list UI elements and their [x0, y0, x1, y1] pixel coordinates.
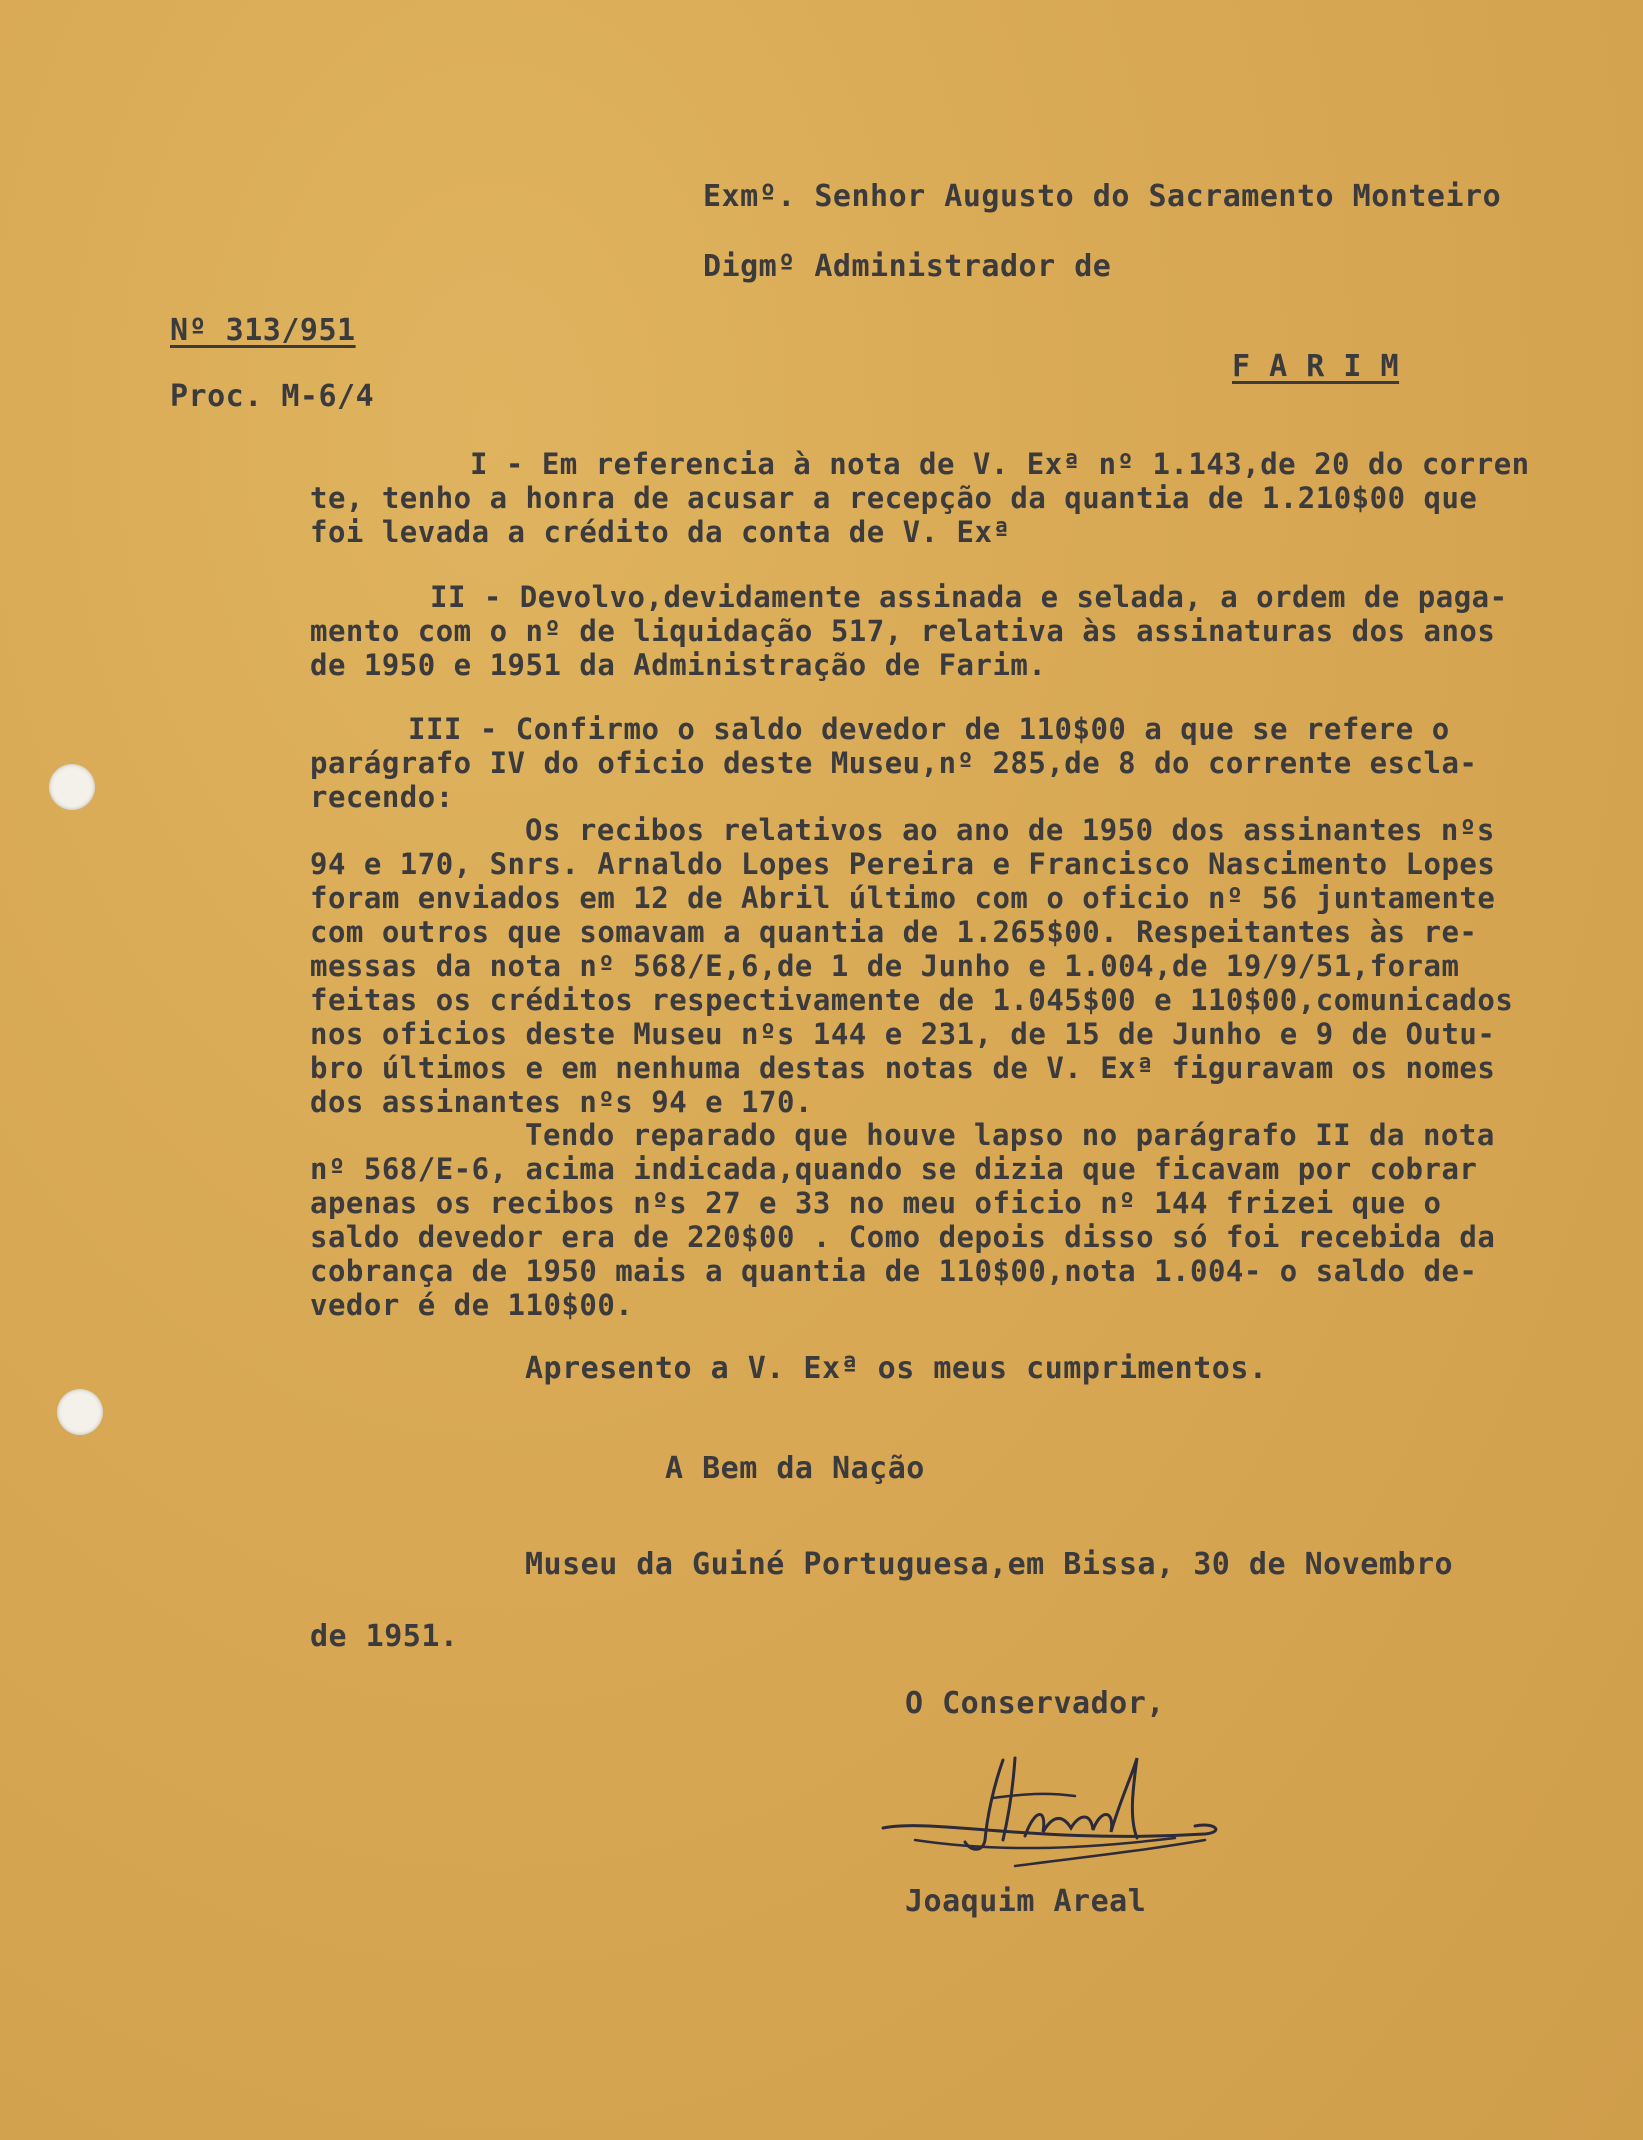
paragraph-line: feitas os créditos respectivamente de 1.045$00 e 110$00,comunicados: [310, 983, 1514, 1017]
reference-number: Nº 313/951: [170, 313, 356, 348]
paragraph-line: apenas os recibos nºs 27 e 33 no meu oficio nº 144 frizei que o: [310, 1186, 1442, 1220]
paragraph-line: com outros que somavam a quantia de 1.265$00. Respeitantes às re-: [310, 915, 1478, 949]
punch-hole-top: [49, 764, 95, 810]
paragraph-line: Tendo reparado que houve lapso no parágrafo II da nota: [525, 1118, 1495, 1152]
addressee-line-2: Digmº Administrador de: [703, 249, 1112, 284]
signatory-name: Joaquim Areal: [905, 1884, 1147, 1919]
paragraph-line: messas da nota nº 568/E,6,de 1 de Junho e 1.004,de 19/9/51,foram: [310, 949, 1460, 983]
paragraph-line: saldo devedor era de 220$00 . Como depois disso só foi recebida da: [310, 1220, 1496, 1254]
addressee-place: F A R I M: [1232, 349, 1400, 384]
punch-hole-bottom: [57, 1389, 103, 1435]
paragraph-line: dos assinantes nºs 94 e 170.: [310, 1085, 813, 1119]
paragraph-line: I - Em referencia à nota de V. Exª nº 1.143,de 20 do corren: [470, 447, 1530, 481]
process-reference: Proc. M-6/4: [170, 379, 375, 414]
paragraph-line: parágrafo IV do oficio deste Museu,nº 285,de 8 do corrente escla-: [310, 746, 1478, 780]
place-date-line-1: Museu da Guiné Portuguesa,em Bissa, 30 de Novembro: [525, 1547, 1454, 1582]
paragraph-line: te, tenho a honra de acusar a recepção da quantia de 1.210$00 que: [310, 481, 1478, 515]
paragraph-line: mento com o nº de liquidação 517, relativa às assinaturas dos anos: [310, 614, 1496, 648]
paragraph-line: nº 568/E-6, acima indicada,quando se dizia que ficavam por cobrar: [310, 1152, 1478, 1186]
paragraph-line: foram enviados em 12 de Abril último com o oficio nº 56 juntamente: [310, 881, 1496, 915]
paragraph-line: foi levada a crédito da conta de V. Exª: [310, 515, 1011, 549]
paragraph-line: nos oficios deste Museu nºs 144 e 231, de 15 de Junho e 9 de Outu-: [310, 1017, 1496, 1051]
closing-compliments: Apresento a V. Exª os meus cumprimentos.: [525, 1351, 1268, 1386]
paragraph-line: bro últimos e em nenhuma destas notas de V. Exª figuravam os nomes: [310, 1051, 1496, 1085]
paragraph-line: de 1950 e 1951 da Administração de Farim.: [310, 648, 1047, 682]
paragraph-line: recendo:: [310, 780, 454, 814]
paragraph-line: vedor é de 110$00.: [310, 1288, 634, 1322]
paragraph-line: cobrança de 1950 mais a quantia de 110$00,nota 1.004- o saldo de-: [310, 1254, 1478, 1288]
closing-motto: A Bem da Nação: [665, 1451, 925, 1486]
place-date-line-2: de 1951.: [310, 1619, 459, 1654]
paragraph-line: Os recibos relativos ao ano de 1950 dos assinantes nºs: [525, 813, 1495, 847]
paragraph-line: II - Devolvo,devidamente assinada e selada, a ordem de paga-: [430, 580, 1508, 614]
signatory-role: O Conservador,: [905, 1686, 1165, 1721]
paragraph-line: 94 e 170, Snrs. Arnaldo Lopes Pereira e Francisco Nascimento Lopes: [310, 847, 1496, 881]
paragraph-line: III - Confirmo o saldo devedor de 110$00 a que se refere o: [408, 712, 1450, 746]
addressee-line-1: Exmº. Senhor Augusto do Sacramento Monteiro: [703, 179, 1502, 214]
handwritten-signature: [875, 1748, 1235, 1878]
